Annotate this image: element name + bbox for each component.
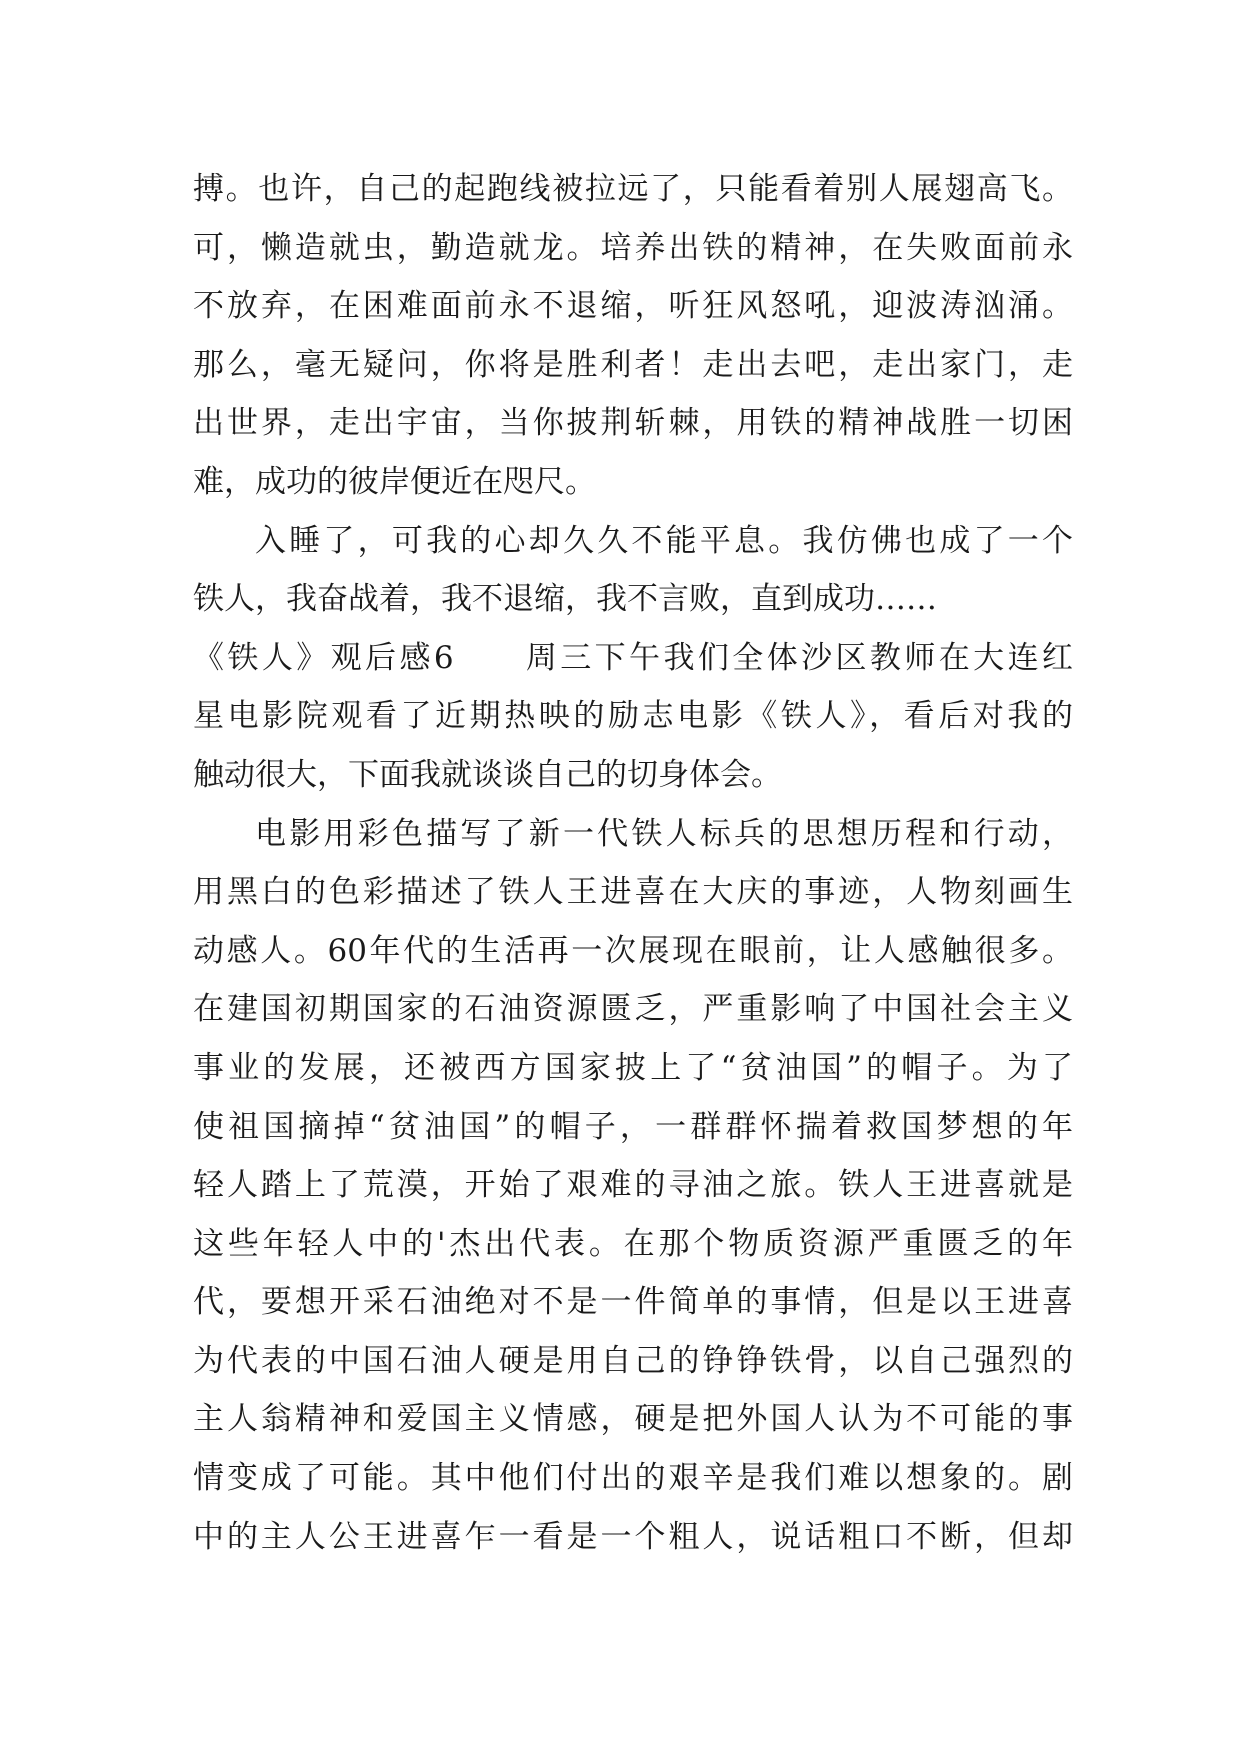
text-line: 在建国初期国家的石油资源匮乏，严重影响了中国社会主义 <box>193 991 1073 1028</box>
text-line: 搏。也许，自己的起跑线被拉远了，只能看着别人展翅高飞。 <box>193 171 1073 207</box>
text-line: 可，懒造就虫，勤造就龙。培养出铁的精神，在失败面前永 <box>193 229 1073 266</box>
text-line: 这些年轻人中的'杰出代表。在那个物质资源严重匮乏的年 <box>193 1225 1073 1262</box>
text-line: 主人翁精神和爱国主义情感，硬是把外国人认为不可能的事 <box>193 1401 1073 1438</box>
text-line: 事业的发展，还被西方国家披上了“贫油国”的帽子。为了 <box>193 1049 1073 1086</box>
text-line: 动感人。60年代的生活再一次展现在眼前，让人感触很多。 <box>193 932 1073 969</box>
paragraph-end-line: 难，成功的彼岸便近在咫尺。 <box>193 463 596 500</box>
paragraph-end-line: 铁人，我奋战着，我不退缩，我不言败，直到成功…… <box>193 581 937 618</box>
text-line: 轻人踏上了荒漠，开始了艰难的寻油之旅。铁人王进喜就是 <box>193 1167 1073 1204</box>
section-heading-line: 《铁人》观后感6 周三下午我们全体沙区教师在大连红 <box>193 639 1073 676</box>
paragraph-end-line: 触动很大，下面我就谈谈自己的切身体会。 <box>193 756 782 793</box>
text-line: 为代表的中国石油人硬是用自己的铮铮铁骨，以自己强烈的 <box>193 1342 1073 1379</box>
text-line: 情变成了可能。其中他们付出的艰辛是我们难以想象的。剧 <box>193 1460 1073 1497</box>
text-line: 使祖国摘掉“贫油国”的帽子，一群群怀揣着救国梦想的年 <box>193 1108 1073 1145</box>
text-line: 那么，毫无疑问，你将是胜利者！走出去吧，走出家门，走 <box>193 346 1073 383</box>
text-line: 中的主人公王进喜乍一看是一个粗人，说话粗口不断，但却 <box>193 1518 1073 1555</box>
paragraph-start-line: 入睡了，可我的心却久久不能平息。我仿佛也成了一个 <box>255 522 1073 559</box>
document-body <box>193 160 1073 1566</box>
text-line: 用黑白的色彩描述了铁人王进喜在大庆的事迹，人物刻画生 <box>193 874 1073 911</box>
text-line: 出世界，走出宇宙，当你披荆斩棘，用铁的精神战胜一切困 <box>193 405 1073 442</box>
text-line: 不放弃，在困难面前永不退缩，听狂风怒吼，迎波涛汹涌。 <box>193 288 1073 325</box>
paragraph-start-line: 电影用彩色描写了新一代铁人标兵的思想历程和行动， <box>255 815 1073 852</box>
text-line: 代，要想开采石油绝对不是一件简单的事情，但是以王进喜 <box>193 1284 1073 1321</box>
text-line: 星电影院观看了近期热映的励志电影《铁人》，看后对我的 <box>193 698 1073 735</box>
